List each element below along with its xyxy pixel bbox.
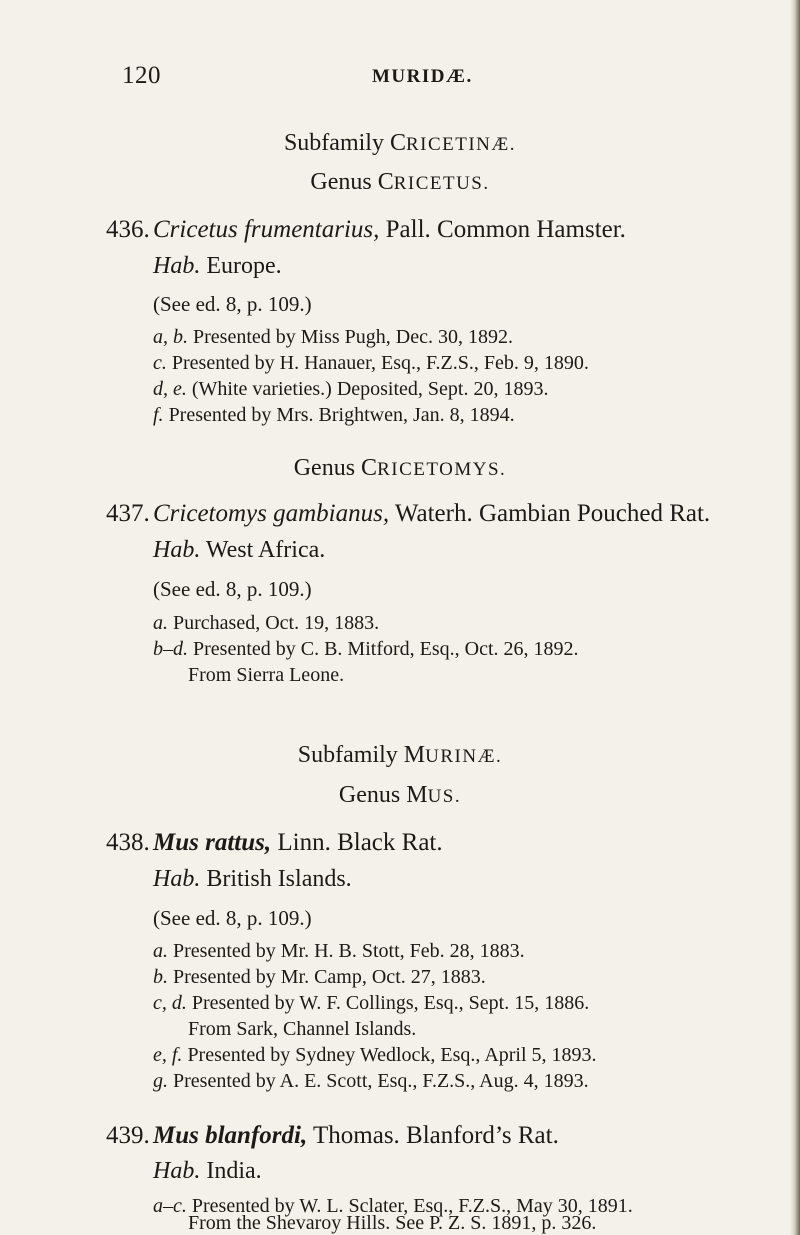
specimen-label: b–d. xyxy=(153,638,188,660)
genus-initial: M xyxy=(406,782,428,808)
specimen-text: Presented by Mr. H. B. Stott, Feb. 28, 1883. xyxy=(168,940,525,962)
specimen-text: Presented by H. Hanauer, Esq., F.Z.S., Feb. 9, 1890. xyxy=(166,352,589,374)
hab-value: Europe. xyxy=(200,253,282,279)
specimen-line xyxy=(153,378,548,401)
specimen-text: Presented by Miss Pugh, Dec. 30, 1892. xyxy=(188,326,513,348)
specimen-line xyxy=(153,992,589,1015)
hab-value: West Africa. xyxy=(200,537,326,563)
species-name: Mus rattus, xyxy=(153,829,272,856)
entry-number: 436. xyxy=(106,216,150,243)
genus-name: US. xyxy=(427,786,462,807)
entry-number: 439. xyxy=(106,1122,150,1149)
entry-438-habitat xyxy=(153,866,352,893)
hab-label: Hab. xyxy=(153,1158,201,1184)
specimen-origin: From Sierra Leone. xyxy=(188,664,345,686)
entry-number: 437. xyxy=(106,500,150,527)
entry-438-see-reference: (See ed. 8, p. 109.) xyxy=(153,906,312,930)
specimen-line xyxy=(153,940,525,963)
author-common-name: Waterh. Gambian Pouched Rat. xyxy=(389,500,711,527)
specimen-label: a. xyxy=(153,940,168,962)
specimen-text: Presented by Sydney Wedlock, Esq., April 5, 1893. xyxy=(182,1044,597,1066)
specimen-text: Presented by Mrs. Brightwen, Jan. 8, 1894. xyxy=(163,404,515,426)
entry-436-habitat xyxy=(153,253,282,280)
genus-name: RICETUS. xyxy=(393,173,490,194)
entry-439-heading xyxy=(106,1122,559,1150)
specimen-label: f. xyxy=(153,404,164,426)
entry-437-heading xyxy=(106,500,710,528)
specimen-line xyxy=(153,326,513,349)
running-head: MURIDÆ. xyxy=(372,66,473,87)
genus-heading-mus xyxy=(0,782,800,809)
subfamily-heading-murinae xyxy=(0,742,800,769)
author-common-name: Pall. Common Hamster. xyxy=(379,216,626,243)
genus-prefix: Genus xyxy=(338,782,407,808)
specimen-label: e, f. xyxy=(153,1044,183,1066)
specimen-text: Presented by Mr. Camp, Oct. 27, 1883. xyxy=(168,966,486,988)
specimen-line xyxy=(153,612,379,635)
entry-437-habitat xyxy=(153,537,325,564)
hab-label: Hab. xyxy=(153,537,201,563)
entry-437-see-reference: (See ed. 8, p. 109.) xyxy=(153,577,312,601)
entry-436-see-reference: (See ed. 8, p. 109.) xyxy=(153,292,312,316)
subfamily-prefix: Subfamily xyxy=(297,742,404,768)
species-name: Cricetomys gambianus, xyxy=(153,500,390,527)
specimen-label: a. xyxy=(153,612,168,634)
specimen-line xyxy=(153,638,579,661)
specimen-line xyxy=(153,1070,589,1093)
page-number: 120 xyxy=(122,62,161,89)
genus-prefix: Genus xyxy=(310,169,378,195)
specimen-line xyxy=(153,966,486,989)
specimen-label: c, d. xyxy=(153,992,187,1014)
genus-initial: C xyxy=(377,169,394,195)
species-name: Cricetus frumentarius, xyxy=(153,216,380,243)
specimen-label: d, e. xyxy=(153,378,187,400)
hab-label: Hab. xyxy=(153,253,201,279)
specimen-origin: From the Shevaroy Hills. See P. Z. S. 1891, p. 326. xyxy=(188,1212,597,1234)
entry-436-heading xyxy=(106,216,626,244)
specimen-label: a, b. xyxy=(153,326,188,348)
specimen-text: (White varieties.) Deposited, Sept. 20, 1893. xyxy=(186,378,549,400)
subfamily-initial: M xyxy=(403,742,426,768)
genus-heading-cricetus xyxy=(0,169,800,196)
specimen-line xyxy=(153,352,589,375)
hab-value: British Islands. xyxy=(200,866,352,892)
specimen-line xyxy=(153,1044,597,1067)
author-common-name: Thomas. Blanford’s Rat. xyxy=(307,1122,559,1149)
species-name: Mus blanfordi, xyxy=(153,1122,308,1149)
hab-value: India. xyxy=(200,1158,262,1184)
genus-prefix: Genus xyxy=(293,455,362,481)
genus-heading-cricetomys xyxy=(0,455,800,482)
page-header xyxy=(122,62,642,94)
author-common-name: Linn. Black Rat. xyxy=(271,829,443,856)
entry-number: 438. xyxy=(106,829,150,856)
subfamily-heading-cricetinae xyxy=(0,130,800,157)
specimen-label: b. xyxy=(153,966,168,988)
entry-438-heading xyxy=(106,829,443,857)
subfamily-name: RICETINÆ. xyxy=(405,134,517,155)
subfamily-initial: C xyxy=(389,130,406,156)
specimen-label: a–c. xyxy=(153,1195,187,1217)
subfamily-name: URINÆ. xyxy=(425,746,503,767)
specimen-label: c. xyxy=(153,352,167,374)
specimen-origin: From Sark, Channel Islands. xyxy=(188,1018,417,1040)
specimen-line xyxy=(153,404,515,427)
genus-initial: C xyxy=(361,455,378,481)
genus-name: RICETOMYS. xyxy=(377,459,507,480)
entry-439-habitat xyxy=(153,1158,262,1185)
specimen-text: Purchased, Oct. 19, 1883. xyxy=(168,612,380,634)
specimen-text: Presented by A. E. Scott, Esq., F.Z.S., Aug. 4, 1893. xyxy=(168,1070,589,1092)
specimen-text: Presented by W. F. Collings, Esq., Sept. 15, 1886. xyxy=(186,992,590,1014)
specimen-text: Presented by C. B. Mitford, Esq., Oct. 26, 1892. xyxy=(188,638,579,660)
specimen-label: g. xyxy=(153,1070,168,1092)
specimen-text: Presented by W. L. Sclater, Esq., F.Z.S., May 30, 1891. xyxy=(186,1195,633,1217)
hab-label: Hab. xyxy=(153,866,201,892)
subfamily-prefix: Subfamily xyxy=(283,130,390,156)
